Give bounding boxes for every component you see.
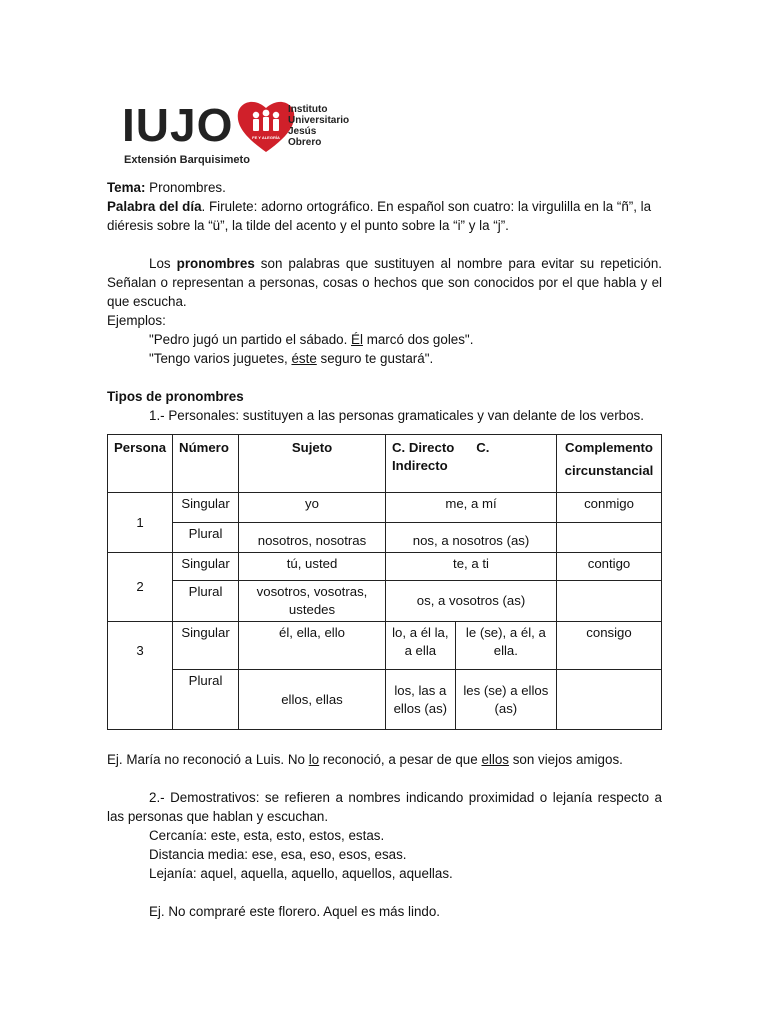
header-complemento: Complemento circunstancial [557, 435, 662, 493]
persona-cell: 1 [108, 493, 173, 553]
header-numero: Número [173, 435, 239, 493]
palabra-value: . Firulete: adorno ortográfico. En español son cuatro: la virgulilla en la “ñ”, la diéresis sobre la “ü”, la tilde del acento y el punto sobre la “i” y la “j”. [107, 199, 652, 233]
objeto-cell: me, a mí [386, 493, 557, 523]
definition-paragraph: Los pronombres son palabras que sustituyen al nombre para evitar su repetición. Señalan o representan a personas, cosas o hechos que son conocidos por el que habla y el que escucha. [107, 256, 663, 309]
institute-name [288, 104, 368, 148]
sujeto-cell: nosotros, nosotras [239, 523, 386, 553]
circ-cell [557, 581, 662, 622]
palabra-label: Palabra del día [107, 199, 202, 214]
heart-logo-icon [236, 98, 296, 154]
circ-cell: consigo [557, 622, 662, 670]
demostrativos-line: 2.- Demostrativos: se refieren a nombres indicando proximidad o lejanía respecto a las personas que hablan y escuchan. [107, 790, 662, 824]
institute-line: Instituto [288, 104, 328, 115]
institute-line: Jesús [288, 126, 317, 137]
institute-line: Obrero [288, 137, 322, 148]
header-persona: Persona [108, 435, 173, 493]
table-header-row [108, 435, 662, 493]
circ-cell [557, 670, 662, 730]
persona-cell: 2 [108, 553, 173, 622]
persona-cell: 3 [108, 622, 173, 730]
iujo-logo [122, 98, 382, 170]
tipos-title: Tipos de pronombres [107, 389, 244, 404]
personales-line: 1.- Personales: sustituyen a las personas gramaticales y van delante de los verbos. [149, 408, 644, 423]
tema-value: Pronombres. [145, 180, 226, 195]
institute-line: Universitario [288, 115, 350, 126]
extension-label: Extensión Barquisimeto [124, 154, 250, 166]
sujeto-cell: yo [239, 493, 386, 523]
circ-cell [557, 523, 662, 553]
sujeto-cell: tú, usted [239, 553, 386, 581]
table-row [108, 493, 662, 523]
cercania-line: Cercanía: este, esta, esto, estos, estas. [149, 828, 385, 843]
numero-cell: Singular [173, 622, 239, 670]
logo-letters: IUJO [122, 99, 234, 151]
table-row [108, 581, 662, 622]
cindirecto-cell: les (se) a ellos (as) [455, 670, 556, 730]
numero-cell: Singular [173, 553, 239, 581]
palabra-line [107, 197, 662, 235]
after-table-section [107, 750, 662, 921]
lejania-line: Lejanía: aquel, aquella, aquello, aquellos, aquellas. [149, 866, 453, 881]
tema-label: Tema: [107, 180, 146, 195]
objeto-cell: os, a vosotros (as) [386, 581, 557, 622]
table-row [108, 523, 662, 553]
cdirecto-cell: los, las a ellos (as) [386, 670, 456, 730]
sujeto-cell: vosotros, vosotras, ustedes [239, 581, 386, 622]
intro-section [107, 178, 662, 425]
objeto-cell: te, a ti [386, 553, 557, 581]
objeto-cell: nos, a nosotros (as) [386, 523, 557, 553]
pronombres-bold: pronombres [176, 256, 255, 271]
sujeto-cell: él, ella, ello [239, 622, 386, 670]
table-row [108, 622, 662, 670]
example-1: "Pedro jugó un partido el sábado. Él marcó dos goles". [149, 332, 474, 347]
numero-cell: Plural [173, 670, 239, 730]
header-sujeto: Sujeto [239, 435, 386, 493]
numero-cell: Plural [173, 523, 239, 553]
header-objeto: C. Directo C. Indirecto [386, 435, 557, 493]
example-2: "Tengo varios juguetes, éste seguro te gustará". [149, 351, 434, 366]
circ-cell: contigo [557, 553, 662, 581]
heart-text: FE Y ALEGRÍA [252, 135, 280, 140]
sujeto-cell: ellos, ellas [239, 670, 386, 730]
tema-line [107, 178, 662, 197]
ejemplos-label: Ejemplos: [107, 313, 166, 328]
cdirecto-cell: lo, a él la, a ella [386, 622, 456, 670]
circ-cell: conmigo [557, 493, 662, 523]
distancia-line: Distancia media: ese, esa, eso, esos, esas. [149, 847, 407, 862]
example-4: Ej. No compraré este florero. Aquel es más lindo. [149, 904, 441, 919]
numero-cell: Singular [173, 493, 239, 523]
pronoun-table [107, 434, 662, 730]
table-row [108, 553, 662, 581]
numero-cell: Plural [173, 581, 239, 622]
example-3: Ej. María no reconoció a Luis. No lo reconoció, a pesar de que ellos son viejos amigos. [107, 752, 623, 767]
table-row [108, 670, 662, 730]
cindirecto-cell: le (se), a él, a ella. [455, 622, 556, 670]
